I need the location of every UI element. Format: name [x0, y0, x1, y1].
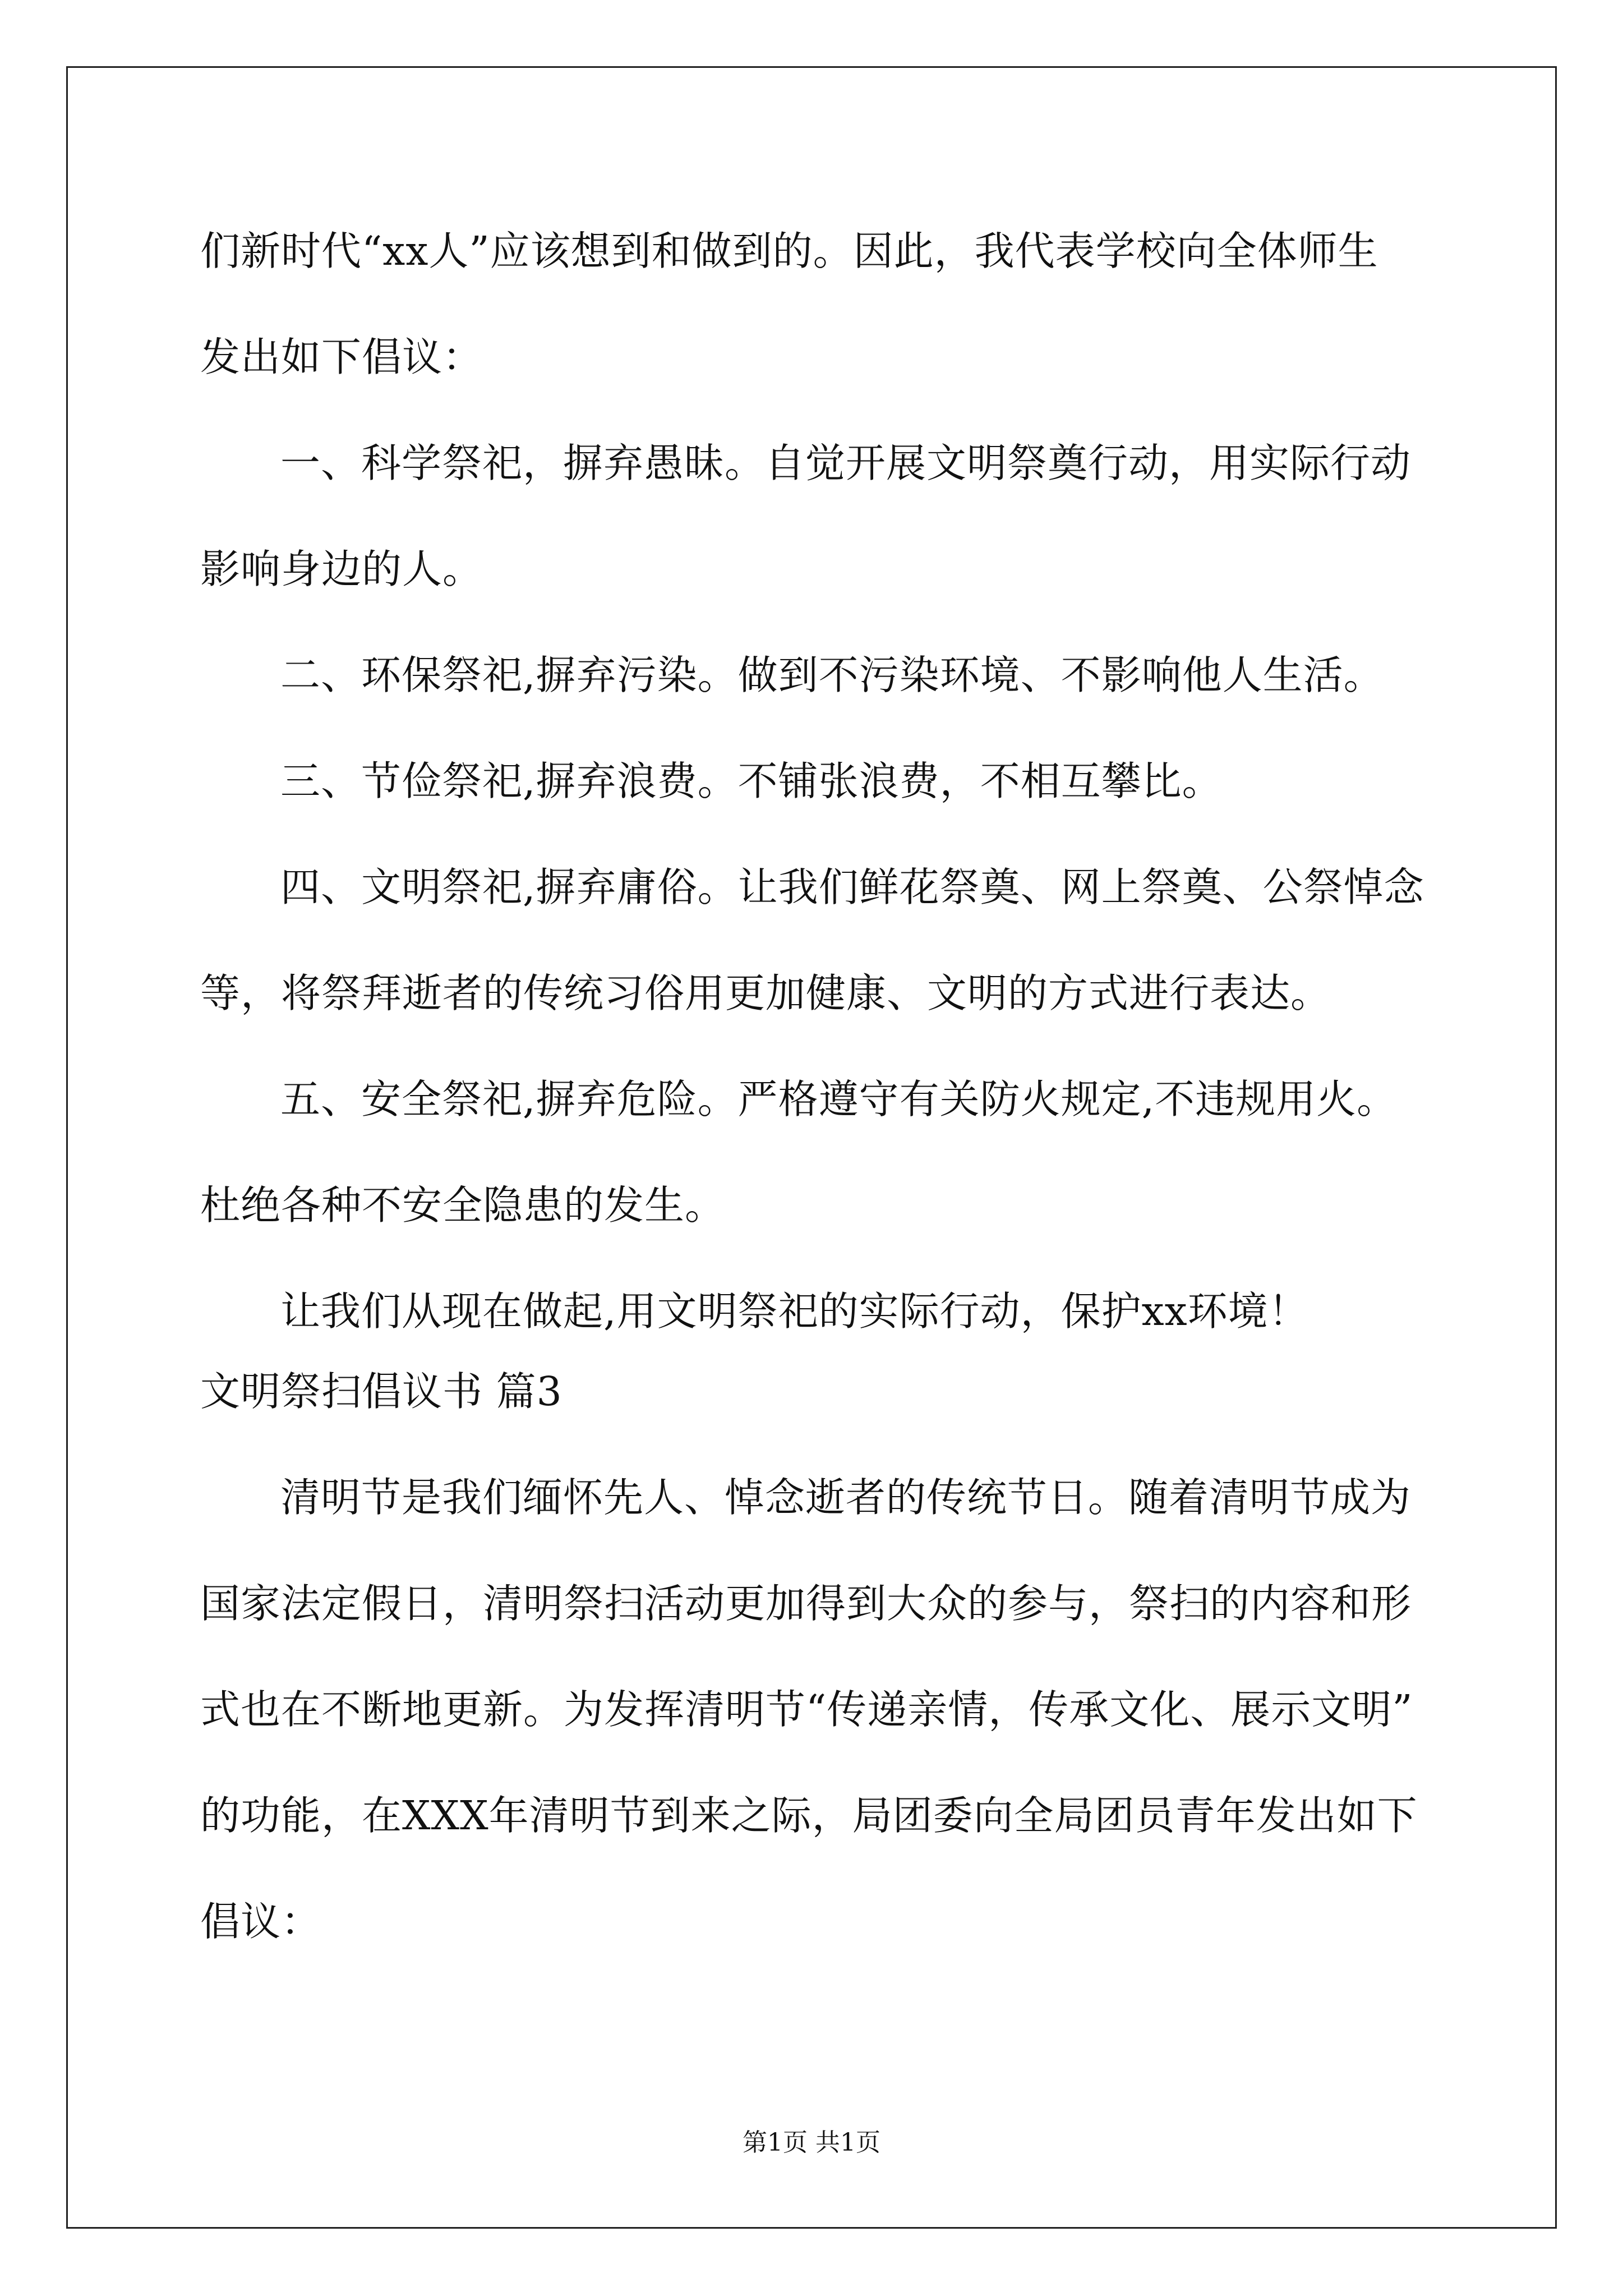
- body-line-10: 杜绝各种不安全隐患的发生。: [200, 1182, 726, 1228]
- body-line-17: 倡议：: [200, 1898, 322, 1945]
- body-line-16: 的功能，在XXX年清明节到来之际，局团委向全局团员青年发出如下: [200, 1792, 1418, 1839]
- body-line-5: 二、环保祭祀,摒弃污染。做到不污染环境、不影响他人生活。: [280, 652, 1384, 698]
- body-line-11: 让我们从现在做起,用文明祭祀的实际行动，保护xx环境！: [280, 1288, 1309, 1335]
- body-line-13: 清明节是我们缅怀先人、悼念逝者的传统节日。随着清明节成为: [280, 1474, 1412, 1521]
- body-line-9: 五、安全祭祀,摒弃危险。严格遵守有关防火规定,不违规用火。: [280, 1076, 1398, 1122]
- body-line-6: 三、节俭祭祀,摒弃浪费。不铺张浪费，不相互攀比。: [280, 758, 1223, 804]
- body-line-14: 国家法定假日，清明祭扫活动更加得到大众的参与，祭扫的内容和形: [200, 1580, 1412, 1627]
- section-heading: 文明祭扫倡议书 篇3: [200, 1368, 562, 1415]
- body-line-4: 影响身边的人。: [200, 546, 483, 592]
- body-line-7: 四、文明祭祀,摒弃庸俗。让我们鲜花祭奠、网上祭奠、公祭悼念: [280, 864, 1424, 910]
- body-line-8: 等，将祭拜逝者的传统习俗用更加健康、文明的方式进行表达。: [200, 970, 1331, 1016]
- body-line-3: 一、科学祭祀，摒弃愚昧。自觉开展文明祭奠行动，用实际行动: [280, 440, 1412, 486]
- page-footer: 第1页 共1页: [743, 2128, 880, 2157]
- body-line-1: 们新时代“xx人”应该想到和做到的。因此，我代表学校向全体师生: [200, 228, 1378, 274]
- body-line-2: 发出如下倡议：: [200, 334, 483, 380]
- body-line-15: 式也在不断地更新。为发挥清明节“传递亲情，传承文化、展示文明”: [200, 1686, 1413, 1733]
